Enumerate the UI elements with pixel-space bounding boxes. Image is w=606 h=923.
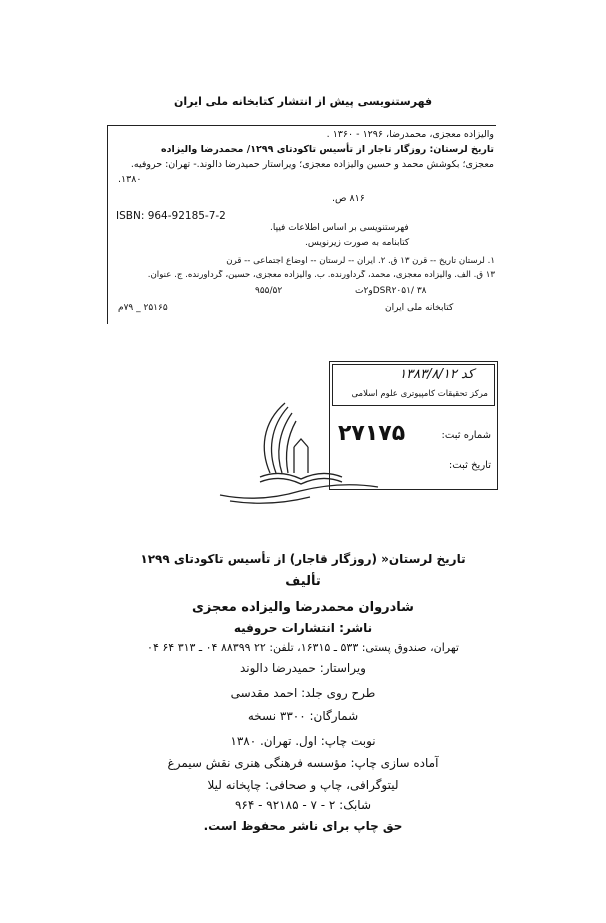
book-title: تاریخ لرستان« (روزگار قاجار) از تأسیس تاکودتای ۱۲۹۹: [140, 552, 466, 566]
print-run-line: شمارگان: ۳۳۰۰ نسخه: [247, 709, 359, 723]
cip-title-line: تاریخ لرستان: روزگار تاجار از تأسیس تاکودتای ۱۲۹۹/ محمدرضا والیزاده: [161, 144, 494, 155]
stamp-number: ۲۷۱۷۵: [338, 421, 406, 446]
cip-author-line: والیزاده معجزی، محمدرضا، ۱۲۹۶ - ۱۳۶۰ .: [326, 129, 494, 140]
cip-subjects-2: ۱۳ ق. الف. والیزاده معجزی، محمد، گردآورنده. ب. والیزاده معجزی، حسین، گردآورنده. ج. عنوان.: [147, 270, 495, 280]
copyright-line: حق چاپ برای ناشر محفوظ است.: [203, 819, 403, 833]
cip-note-2: کتابنامه به صورت زیرنویس.: [305, 238, 410, 248]
cip-classification: DSR۲۰۵۱/ ۳۸و۲ت: [355, 286, 427, 296]
stamp-institute: مرکز تحقیقات کامپیوتری علوم اسلامی: [351, 389, 488, 399]
author-name: شادروان محمدرضا والیزاده معجزی: [192, 600, 414, 615]
cip-subjects-1: ۱. لرستان تاریخ -- قرن ۱۳ ق. ۲. ایران -- لرستان -- اوضاع اجتماعی -- قرن: [226, 256, 495, 266]
cip-heading: فهرستنویسی پیش از انتشار کتابخانه ملی ایران: [173, 95, 433, 108]
stamp-handwritten: کد ۱۳۸۳/۸/۱۲: [399, 367, 474, 382]
stamp-date-label: تاریخ ثبت:: [448, 460, 491, 471]
stamp-number-label: شماره ثبت:: [441, 430, 491, 441]
cip-dewey: ۹۵۵/۵۲: [255, 286, 283, 296]
printing-line: لیتوگرافی، چاپ و صحافی: چاپخانه لیلا: [207, 778, 399, 792]
publisher-line: ناشر: انتشارات حروفیه: [233, 621, 373, 635]
cip-record-number: ۲۵۱۶۵ _ ۷۹م: [118, 303, 168, 313]
publisher-logo: [200, 395, 390, 510]
cip-contributors-line: معجزی؛ بکوشش محمد و حسین والیزاده معجزی؛ ویراستار حمیدرضا دالوند.- تهران: حروفیه.: [130, 159, 494, 170]
typesetting-line: آماده سازی چاپ: مؤسسه فرهنگی هنری نقش سیمرغ: [167, 756, 439, 770]
cip-isbn: ISBN: 964-92185-7-2: [116, 210, 226, 222]
cip-note-1: فهرستنویسی بر اساس اطلاعات فیپا.: [270, 223, 409, 233]
author-label: تألیف: [285, 574, 321, 589]
cip-year-line: ۱۳۸۰.: [118, 174, 142, 185]
edition-line: نوبت چاپ: اول. تهران. ۱۳۸۰: [230, 734, 376, 748]
cip-library: کتابخانه ملی ایران: [385, 303, 454, 313]
cover-designer-line: طرح روی جلد: احمد مقدسی: [230, 686, 376, 700]
cip-pages-line: ۸۱۶ ص.: [332, 193, 365, 204]
editor-line: ویراستار: حمیدرضا دالوند: [240, 661, 366, 675]
isbn-line: شابک: ۲ - ۷ - ۹۲۱۸۵ - ۹۶۴: [234, 798, 372, 812]
publisher-address: تهران، صندوق پستی: ۵۳۳ ـ ۱۶۳۱۵، تلفن: ۲۲ ۸۸۳۹۹ ۰۴ ـ ۳۱۳ ۶۴ ۰۴: [147, 641, 459, 654]
